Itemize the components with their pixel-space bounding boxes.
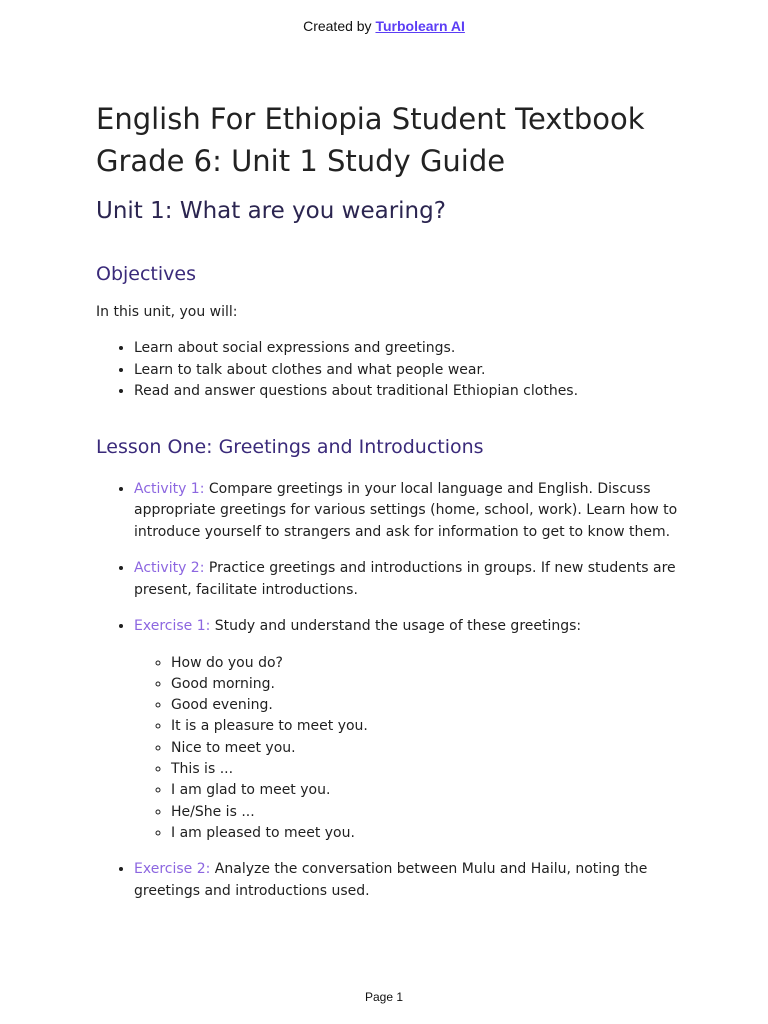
exercise-text: Study and understand the usage of these greetings: [214, 618, 582, 634]
activity-text: Practice greetings and introductions in groups. If new students are present, facilitate introductions. [134, 560, 676, 598]
objectives-list [96, 338, 696, 403]
exercise-tag: Exercise 2: [134, 861, 211, 878]
greeting-item: ◦ Nice to meet you. [171, 738, 696, 759]
greeting-item: ◦ This is ... [171, 759, 696, 780]
objectives-intro: In this unit, you will: [96, 304, 238, 320]
unit-heading: Unit 1: What are you wearing? [96, 198, 446, 224]
lesson-heading: Lesson One: Greetings and Introductions [96, 435, 484, 458]
exercise-tag: Exercise 1: [134, 618, 211, 634]
greeting-item: ◦ I am pleased to meet you. [171, 823, 696, 844]
greeting-item: ◦ I am glad to meet you. [171, 780, 696, 801]
objective-item: • Read and answer questions about traditional Ethiopian clothes. [134, 381, 696, 403]
created-by-label: Created by [303, 18, 372, 34]
activity-tag: Activity 2: [134, 560, 205, 576]
activity-item [134, 479, 696, 544]
page-number: Page 1 [364, 990, 404, 1004]
activity-list [96, 479, 696, 903]
greeting-item: ◦ Good evening. [171, 695, 696, 716]
greeting-item: ◦ Good morning. [171, 674, 696, 695]
turbolearn-link[interactable]: Turbolearn AI [375, 18, 465, 34]
document-body [96, 98, 696, 917]
exercise-item [134, 859, 696, 902]
exercise-text: Analyze the conversation between Mulu and Hailu, noting the greetings and introductions used. [134, 861, 648, 899]
objective-item: • Learn to talk about clothes and what people wear. [134, 360, 696, 382]
greeting-item: ◦ It is a pleasure to meet you. [171, 716, 696, 737]
title-line-2: Grade 6: Unit 1 Study Guide [96, 144, 506, 178]
document-title [96, 98, 696, 182]
objective-item: • Learn about social expressions and greetings. [134, 338, 696, 360]
greeting-item: ◦ How do you do? [171, 653, 696, 674]
exercise-item [134, 616, 696, 844]
activity-text: Compare greetings in your local language and English. Discuss appropriate greetings for various settings (home, school, work). Learn how to introduce yourself to strangers and ask for information to get to know them. [134, 480, 678, 540]
greeting-item: ◦ He/She is ... [171, 802, 696, 823]
page-header [0, 18, 768, 34]
activity-tag: Activity 1: [134, 480, 205, 497]
title-line-1: English For Ethiopia Student Textbook [96, 102, 645, 136]
activity-item [134, 558, 696, 601]
objectives-heading: Objectives [96, 263, 196, 285]
greetings-list [134, 653, 696, 845]
